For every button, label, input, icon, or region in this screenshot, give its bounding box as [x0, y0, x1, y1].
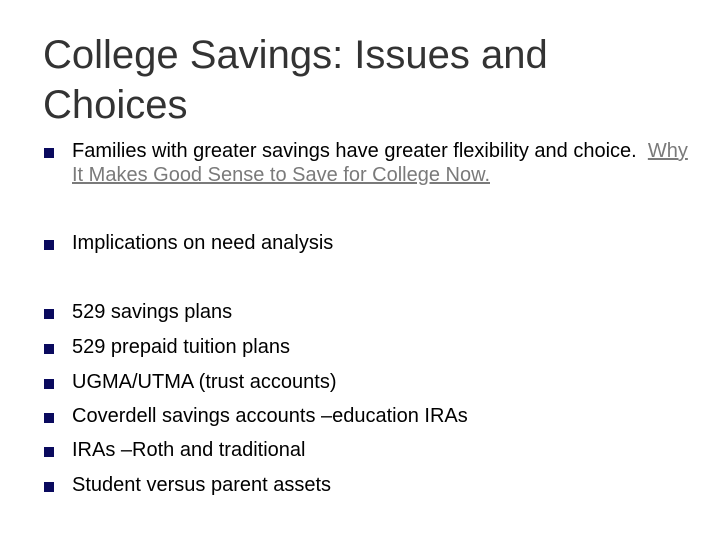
bullet-text: 529 prepaid tuition plans [72, 336, 290, 358]
bullet-text: 529 savings plans [72, 301, 233, 323]
bullet-text: UGMA/UTMA (trust accounts) [72, 371, 337, 393]
bullet-text: Implications on need analysis [72, 232, 334, 254]
square-bullet-icon [44, 148, 54, 158]
square-bullet-icon [44, 309, 54, 319]
square-bullet-icon [44, 482, 54, 492]
bullet-text: Coverdell savings accounts –education IRAs [72, 405, 468, 427]
square-bullet-icon [44, 413, 54, 423]
square-bullet-icon [44, 344, 54, 354]
square-bullet-icon [44, 240, 54, 250]
bullet-text [72, 139, 692, 187]
square-bullet-icon [44, 447, 54, 457]
bullet-text: Student versus parent assets [72, 474, 332, 496]
bullet-text: IRAs –Roth and traditional [72, 439, 306, 461]
bullet-text-main: Families with greater savings have greater flexibility and choice. [72, 140, 637, 162]
square-bullet-icon [44, 379, 54, 389]
slide-title: College Savings: Issues and Choices [43, 33, 548, 127]
why-save-link[interactable]: Why It Makes Good Sense to Save for College Now. [72, 140, 688, 186]
